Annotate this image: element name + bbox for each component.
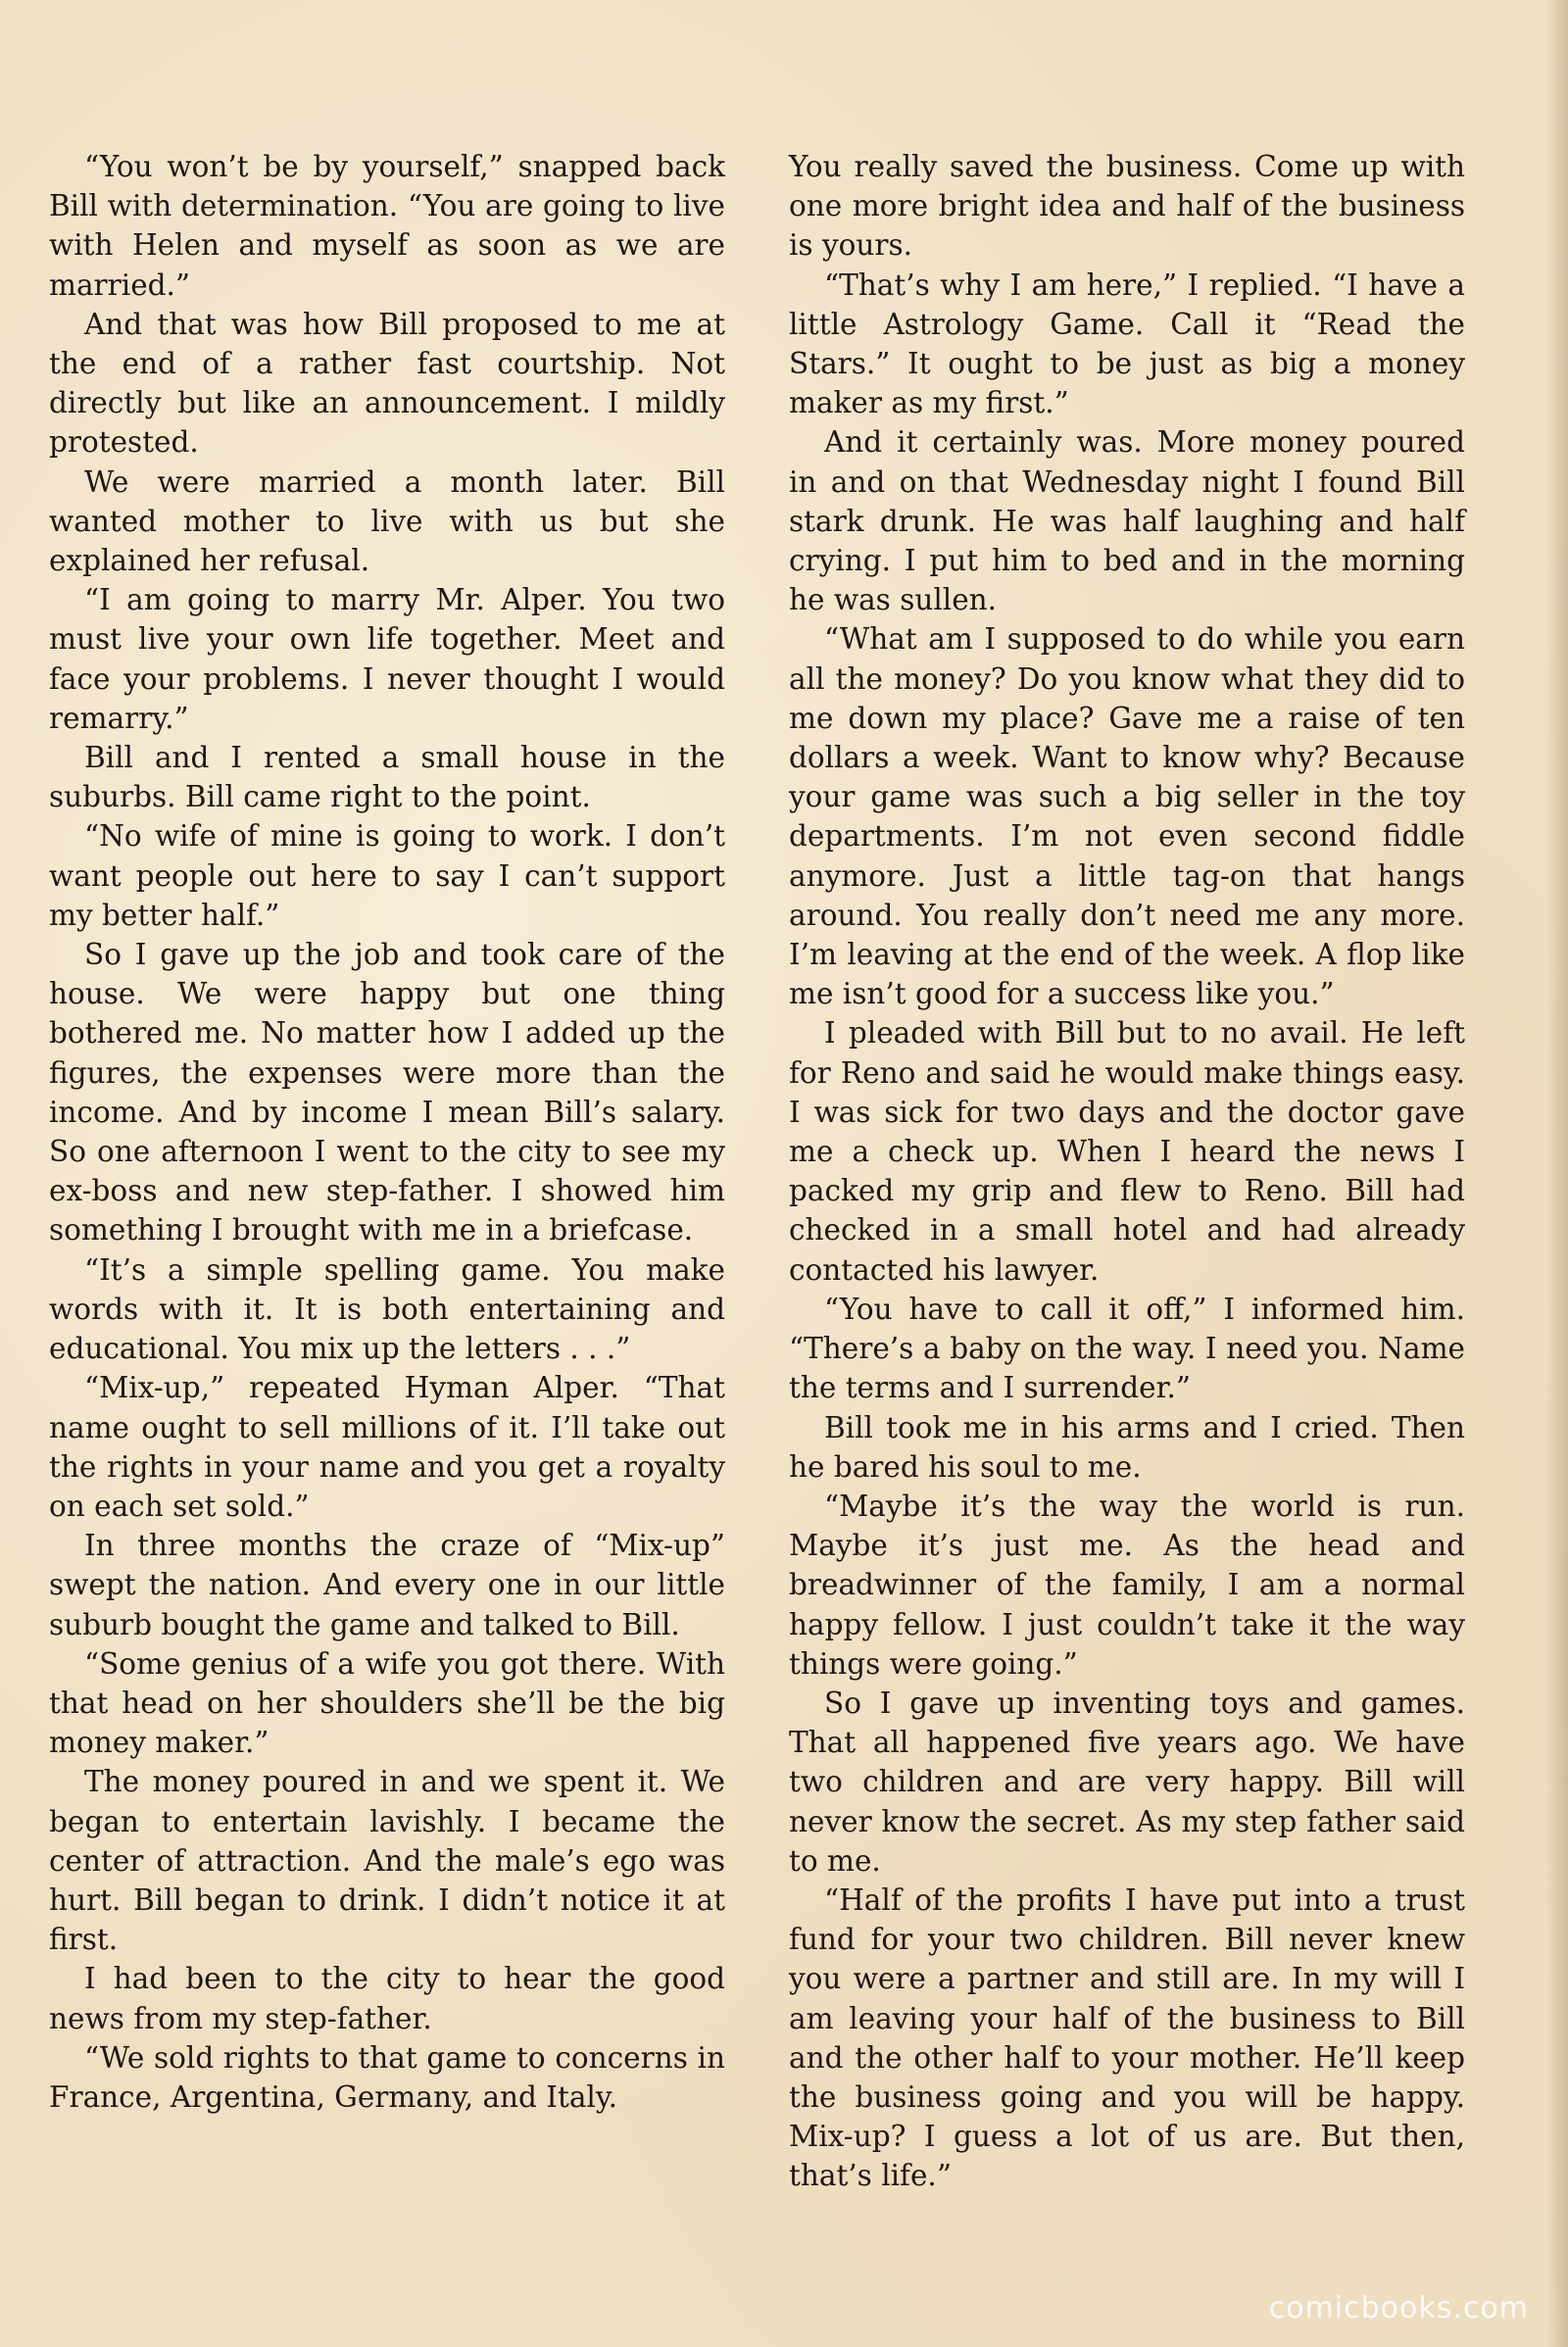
- page-edge-shadow: [1546, 0, 1568, 2347]
- paragraph: “Half of the profits I have put into a trust fund for your two children. Bill never knew you were a partner and still are. In my will I am leaving your half of the business to Bill and the other half to your mother. He’ll keep the business going and you will be happy. Mix-up? I guess a lot of us are. But then, that’s life.”: [789, 1882, 1465, 2193]
- paragraph: “Mix-up,” repeated Hyman Alper. “That name ought to sell millions of it. I’ll take out the rights in your name and you get a royalty on each set sold.”: [49, 1371, 725, 1523]
- paragraph: So I gave up the job and took care of the house. We were happy but one thing bothered me. No matter how I added up the figures, the expenses were more than the income. And by income I mean Bill’s salary. So one afternoon I went to the city to see my ex-boss and new step-father. I showed him something I brought with me in a briefcase.: [49, 938, 725, 1247]
- paragraph: So I gave up inventing toys and games. That all happened five years ago. We have two children and are very happy. Bill will never know the secret. As my step father said to me.: [789, 1686, 1465, 1878]
- paragraph: And it certainly was. More money poured in and on that Wednesday night I found Bill stark drunk. He was half laughing and half crying. I put him to bed and in the morning he was sullen.: [789, 425, 1465, 617]
- paragraph: I had been to the city to hear the good news from my step-father.: [49, 1962, 725, 2035]
- paragraph: “No wife of mine is going to work. I don’t want people out here to say I can’t support my better half.”: [49, 819, 725, 932]
- paragraph: The money poured in and we spent it. We began to entertain lavishly. I became the center of attraction. And the male’s ego was hurt. Bill began to drink. I didn’t notice it at first.: [49, 1765, 725, 1957]
- paragraph: “It’s a simple spelling game. You make words with it. It is both entertaining and educational. You mix up the letters . . .”: [49, 1252, 725, 1366]
- paragraph-continued: You really saved the business. Come up with one more bright idea and half of the business is yours.: [789, 150, 1465, 263]
- paragraph: “That’s why I am here,” I replied. “I have a little Astrology Game. Call it “Read the Stars.” It ought to be just as big a money maker as my first.”: [789, 268, 1465, 420]
- paragraph: “What am I supposed to do while you earn all the money? Do you know what they did to me down my place? Gave me a raise of ten dollars a week. Want to know why? Because your game was such a big seller in the toy departments. I’m not even second fiddle anymore. Just a little tag-on that hangs around. You really don’t need me any more. I’m leaving at the end of the week. A flop like me isn’t good for a success like you.”: [789, 622, 1465, 1011]
- right-text-column: [789, 147, 1465, 2196]
- source-watermark: comicbooks.com: [1268, 2291, 1529, 2325]
- paragraph: And that was how Bill proposed to me at the end of a rather fast courtship. Not directly but like an announcement. I mildly protested.: [49, 307, 725, 460]
- paragraph: “Maybe it’s the way the world is run. Maybe it’s just me. As the head and breadwinner of the family, I am a normal happy fellow. I just couldn’t take it the way things were going.”: [789, 1489, 1465, 1681]
- paragraph: I pleaded with Bill but to no avail. He left for Reno and said he would make things easy. I was sick for two days and the doctor gave me a check up. When I heard the news I packed my grip and flew to Reno. Bill had checked in a small hotel and had already contacted his lawyer.: [789, 1016, 1465, 1287]
- paragraph: “We sold rights to that game to concerns in France, Argentina, Germany, and Italy.: [49, 2040, 725, 2114]
- left-text-column: [49, 147, 725, 2117]
- paragraph: Bill took me in his arms and I cried. Then he bared his soul to me.: [789, 1410, 1465, 1484]
- paragraph: In three months the craze of “Mix-up” swept the nation. And every one in our little suburb bought the game and talked to Bill.: [49, 1529, 725, 1641]
- paragraph: Bill and I rented a small house in the suburbs. Bill came right to the point.: [49, 741, 725, 814]
- paragraph: We were married a month later. Bill wanted mother to live with us but she explained her refusal.: [49, 465, 725, 578]
- paragraph: “You won’t be by yourself,” snapped back Bill with determination. “You are going to live with Helen and myself as soon as we are married.”: [49, 150, 725, 302]
- paragraph: “Some genius of a wife you got there. With that head on her shoulders she’ll be the big money maker.”: [49, 1646, 725, 1760]
- paragraph: “I am going to marry Mr. Alper. You two must live your own life together. Meet and face your problems. I never thought I would remarry.”: [49, 583, 725, 735]
- paragraph: “You have to call it off,” I informed him. “There’s a baby on the way. I need you. Name the terms and I surrender.”: [789, 1292, 1465, 1405]
